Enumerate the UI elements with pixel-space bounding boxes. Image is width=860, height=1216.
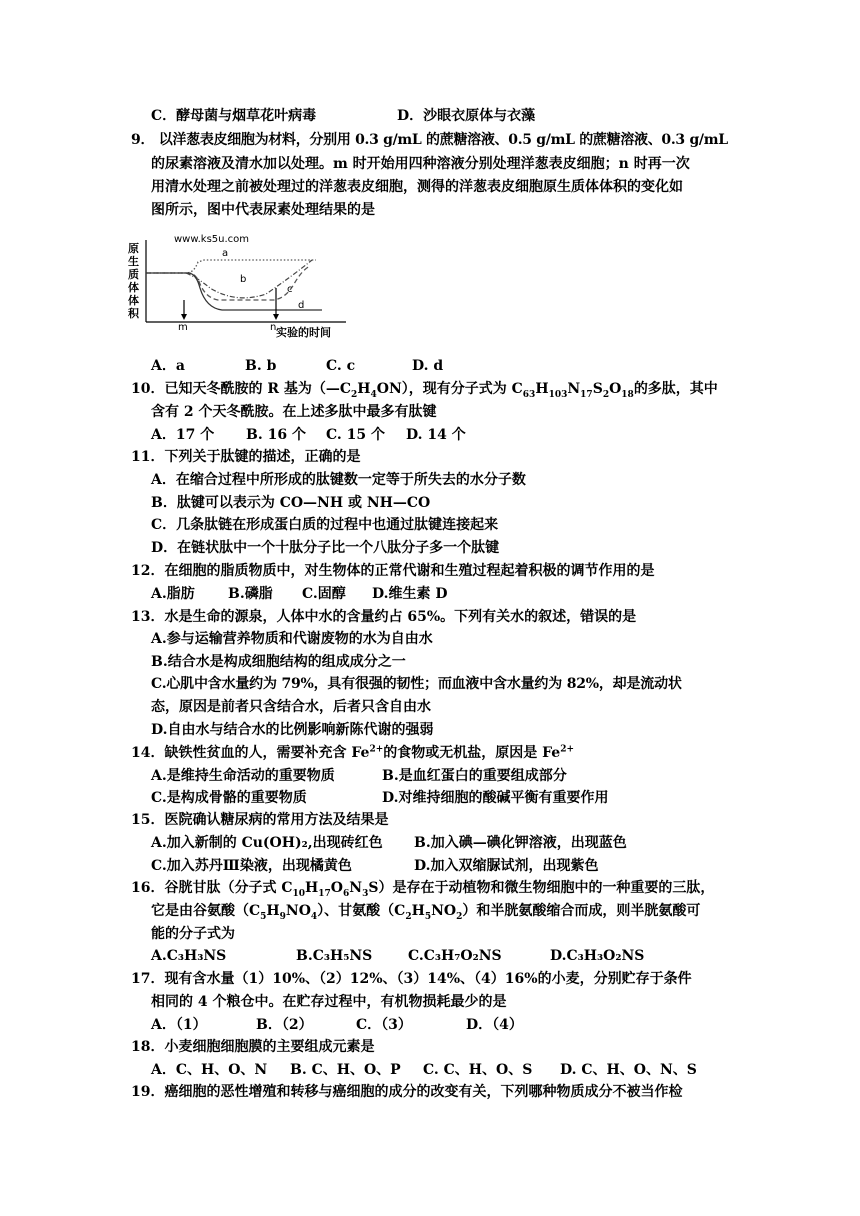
q9-option-d: D. d	[412, 358, 444, 374]
q9-stem-line-2: 的尿素溶液及清水加以处理。m 时开始用四种溶液分别处理洋葱表皮细胞；n 时再一次	[151, 156, 690, 172]
q16-stem-line-2: 它是由谷氨酸$(C_5H_9NO_4)$、甘氨酸$(C_2H_5NO_2)$和半胱氨酸缩合而成，则半胱氨酸可	[151, 903, 701, 922]
q13-option-a: A.参与运输营养物质和代谢废物的水为自由水	[151, 631, 433, 647]
marker-n-label: n	[270, 322, 277, 333]
q10-option-d: D. 14 个	[406, 427, 466, 443]
protoplast-volume-graph	[126, 232, 362, 340]
q10-stem-line-2: 含有 2 个天冬酰胺。在上述多肽中最多有肽键	[151, 404, 437, 420]
q17-stem-line-1: 17．现有含水量（1）10%、（2）12%、（3）14%、（4）16%的小麦，分别贮存于条件	[131, 971, 692, 987]
q16-option-d: D.C₃H₃O₂NS	[550, 948, 645, 964]
q15-option-a: A.加入新制的 Cu(OH)₂,出现砖红色	[151, 835, 383, 851]
q14-option-c: C.是构成骨骼的重要物质	[151, 790, 307, 806]
q9-stem-line-1: 9． 以洋葱表皮细胞为材料，分别用 0.3 g/mL 的蔗糖溶液、0.5 g/mL 的蔗糖溶液、0.3 g/mL	[131, 132, 728, 148]
q8-option-d: D．沙眼衣原体与衣藻	[397, 108, 536, 124]
q13-stem: 13．水是生命的源泉，人体中水的含量约占 65%。下列有关水的叙述，错误的是	[131, 609, 637, 625]
q12-option-d: D.维生素 D	[372, 586, 448, 602]
svg-text:质: 质	[128, 268, 139, 281]
q14-option-b: B.是血红蛋白的重要组成部分	[382, 768, 567, 784]
q18-option-a: A．C、H、O、N	[151, 1062, 268, 1078]
q9-stem-line-4: 图所示，图中代表尿素处理结果的是	[151, 202, 375, 218]
graph-watermark: www.ks5u.com	[174, 234, 250, 245]
q10-option-a: A．17 个	[151, 427, 215, 443]
q9-stem-line-3: 用清水处理之前被处理过的洋葱表皮细胞，测得的洋葱表皮细胞原生质体体积的变化如	[151, 179, 683, 195]
q18-option-b: B. C、H、O、P	[290, 1062, 401, 1078]
q15-option-c: C.加入苏丹Ⅲ染液，出现橘黄色	[151, 858, 352, 874]
q17-option-c: C．（3）	[356, 1017, 412, 1033]
q16-option-b: B.C₃H₅NS	[296, 948, 373, 964]
curve-c-label: c	[287, 284, 293, 295]
q16-option-c: C.C₃H₇O₂NS	[408, 948, 502, 964]
q16-option-a: A.C₃H₃NS	[151, 948, 227, 964]
q9-option-a: A．a	[151, 358, 185, 374]
q17-option-b: B．（2）	[256, 1017, 313, 1033]
q8-option-c: C．酵母菌与烟草花叶病毒	[151, 108, 317, 124]
curve-c	[146, 266, 310, 300]
curve-a-label: a	[222, 248, 229, 259]
q18-stem: 18．小麦细胞细胞膜的主要组成元素是	[131, 1039, 375, 1055]
q13-option-b: B.结合水是构成细胞结构的组成成分之一	[151, 654, 406, 670]
q9-option-b: B. b	[245, 358, 277, 374]
q17-option-a: A．（1）	[151, 1017, 207, 1033]
curve-d	[146, 273, 322, 310]
q17-option-d: D．（4）	[466, 1017, 523, 1033]
q17-stem-line-2: 相同的 4 个粮仓中。在贮存过程中，有机物损耗最少的是	[151, 994, 507, 1010]
q15-stem: 15．医院确认糖尿病的常用方法及结果是	[131, 812, 389, 828]
marker-m-label: m	[178, 322, 188, 333]
q12-stem: 12．在细胞的脂质物质中，对生物体的正常代谢和生殖过程起着积极的调节作用的是	[131, 563, 655, 579]
q13-option-c-line-1: C.心肌中含水量约为 79%，具有很强的韧性；而血液中含水量约为 82%，却是流动状	[151, 676, 682, 692]
q11-stem: 11．下列关于肽键的描述，正确的是	[131, 449, 361, 465]
q18-option-c: C. C、H、O、S	[423, 1062, 533, 1078]
q16-stem-line-3: 能的分子式为	[151, 926, 235, 942]
q18-option-d: D. C、H、O、N、S	[560, 1062, 697, 1078]
curve-d-label: d	[298, 300, 305, 311]
q14-option-d: D.对维持细胞的酸碱平衡有重要作用	[382, 790, 609, 806]
q9-option-c: C. c	[326, 358, 356, 374]
svg-text:积: 积	[128, 307, 139, 320]
q19-stem: 19．癌细胞的恶性增殖和转移与癌细胞的成分的改变有关，下列哪种物质成分不被当作检	[131, 1084, 683, 1100]
q10-option-b: B. 16 个	[246, 427, 306, 443]
q15-option-b: B.加入碘—碘化钾溶液，出现蓝色	[414, 835, 627, 851]
q10-option-c: C. 15 个	[326, 427, 386, 443]
q11-option-a: A．在缩合过程中所形成的肽键数一定等于所失去的水分子数	[151, 472, 526, 488]
q10-stem-line-1: 10．已知天冬酰胺的 R 基为$(—C_2H_4ON)$，现有分子式为 $C_{63}H_{103}N_{17}S_2O_{18}$的多肽，其中	[131, 381, 718, 400]
curve-a	[146, 260, 316, 273]
q12-option-b: B.磷脂	[228, 586, 273, 602]
graph-ylabel	[128, 241, 140, 320]
curve-b-label: b	[240, 274, 247, 285]
q11-option-d: D．在链状肽中一个十肽分子比一个八肽分子多一个肽键	[151, 540, 500, 556]
q14-stem: 14．缺铁性贫血的人，需要补充含 $Fe^{2+}$的食物或无机盐，原因是 $Fe^{2+}$	[131, 744, 575, 761]
svg-text:生: 生	[128, 255, 139, 268]
q14-option-a: A.是维持生命活动的重要物质	[151, 768, 335, 784]
q13-option-c-line-2: 态，原因是前者只含结合水，后者只含自由水	[151, 699, 431, 715]
svg-text:原: 原	[128, 242, 139, 255]
svg-text:体: 体	[128, 294, 139, 307]
q15-option-d: D.加入双缩脲试剂，出现紫色	[414, 858, 599, 874]
q12-option-c: C.固醇	[302, 586, 346, 602]
q13-option-d: D.自由水与结合水的比例影响新陈代谢的强弱	[151, 722, 434, 738]
svg-text:体: 体	[128, 281, 139, 294]
q16-stem-line-1: 16．谷胱甘肽（分子式 $C_{10}H_{17}O_6N_3S$）是存在于动植物和微生物细胞中的一种重要的三肽，	[131, 880, 715, 899]
q11-option-c: C．几条肽链在形成蛋白质的过程中也通过肽键连接起来	[151, 517, 499, 533]
graph-xlabel: 实验的时间	[276, 326, 331, 339]
q12-option-a: A.脂肪	[151, 586, 195, 602]
q11-option-b: B．肽键可以表示为 CO—NH 或 NH—CO	[151, 495, 431, 511]
